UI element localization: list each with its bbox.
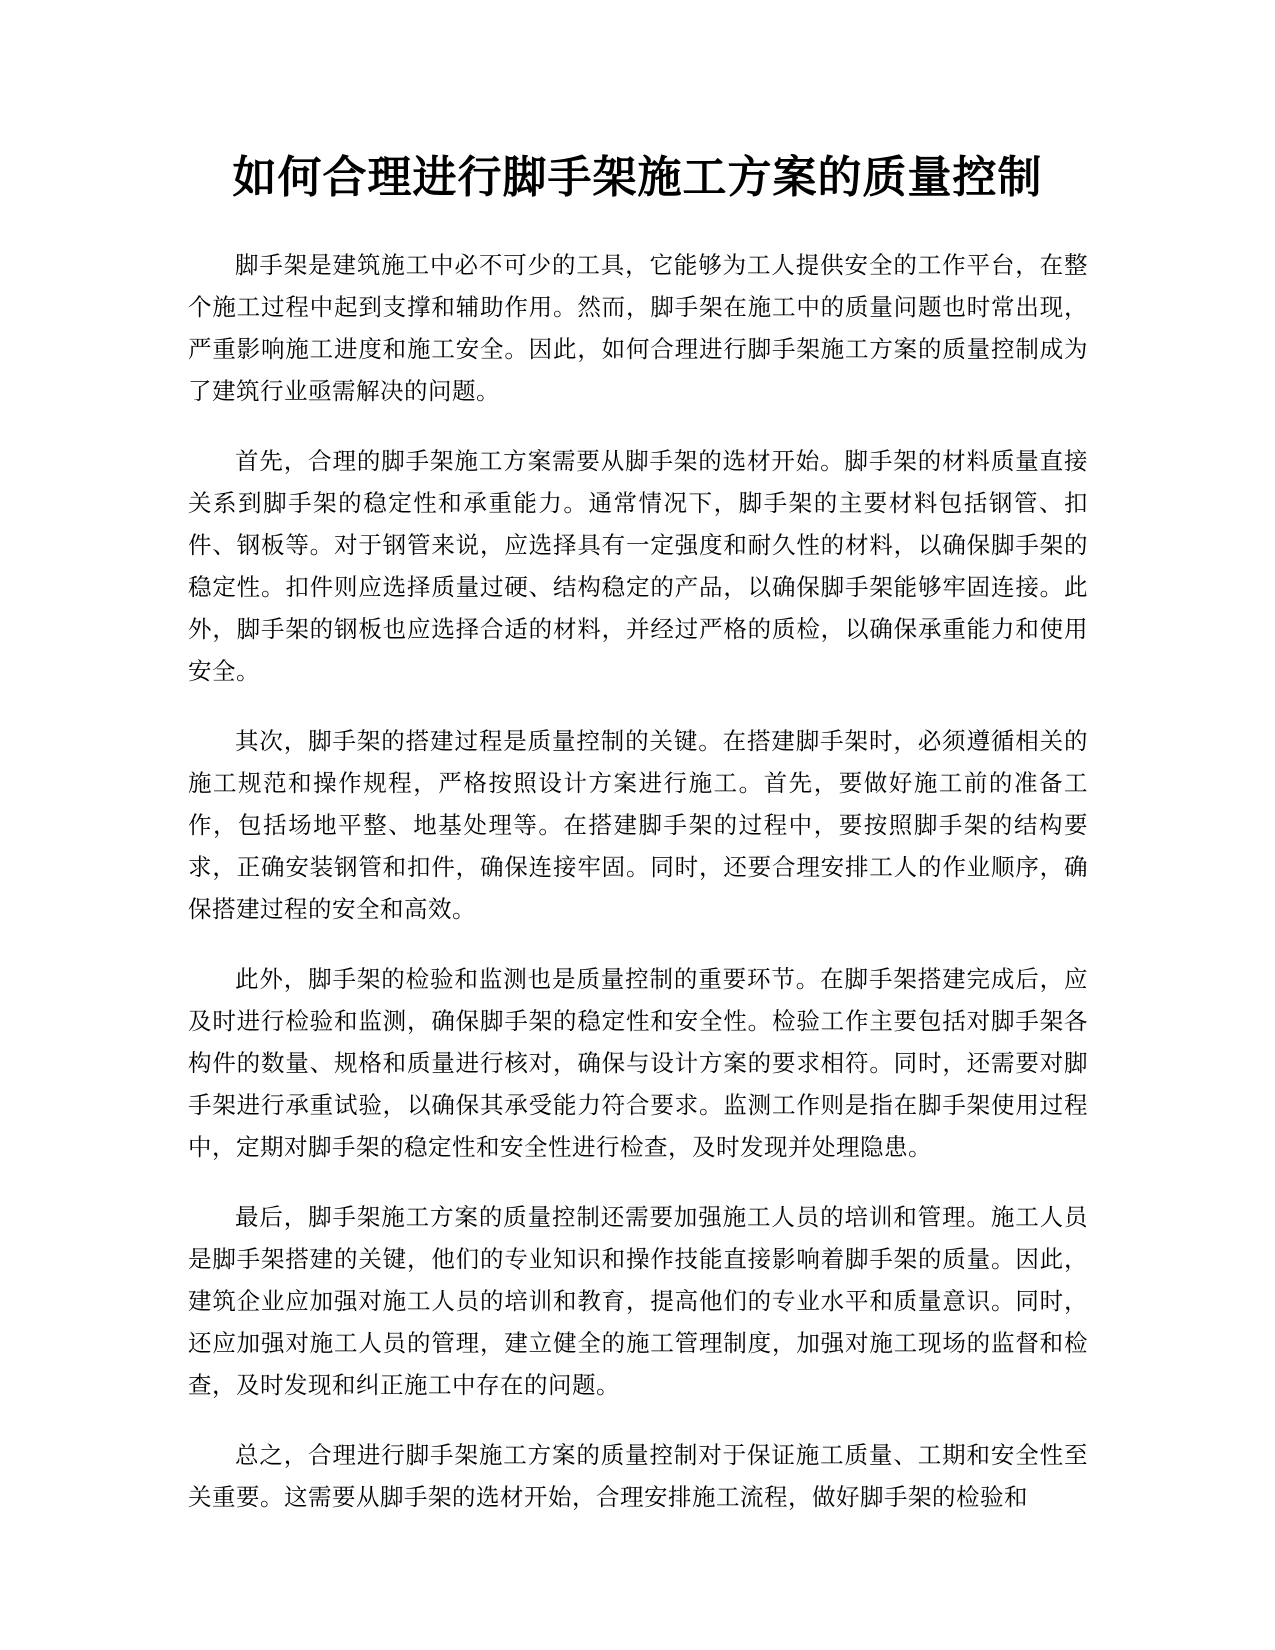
paragraph-1: 脚手架是建筑施工中必不可少的工具，它能够为工人提供安全的工作平台，在整个施工过程中起到支撑和辅助作用。然而，脚手架在施工中的质量问题也时常出现，严重影响施工进度和施工安全。因此，如何合理进行脚手架施工方案的质量控制成为了建筑行业亟需解决的问题。	[188, 251, 1088, 405]
page-title: 如何合理进行脚手架施工方案的质量控制	[232, 152, 1043, 203]
paragraph-5: 最后，脚手架施工方案的质量控制还需要加强施工人员的培训和管理。施工人员是脚手架搭建的关键，他们的专业知识和操作技能直接影响着脚手架的质量。因此，建筑企业应加强对施工人员的培训和教育，提高他们的专业水平和质量意识。同时，还应加强对施工人员的管理，建立健全的施工管理制度，加强对施工现场的监督和检查，及时发现和纠正施工中存在的问题。	[188, 1203, 1088, 1399]
document-body	[188, 244, 1088, 1546]
paragraph-6: 总之，合理进行脚手架施工方案的质量控制对于保证施工质量、工期和安全性至关重要。这需要从脚手架的选材开始，合理安排施工流程，做好脚手架的检验和	[188, 1441, 1088, 1511]
paragraph-3: 其次，脚手架的搭建过程是质量控制的关键。在搭建脚手架时，必须遵循相关的施工规范和操作规程，严格按照设计方案进行施工。首先，要做好施工前的准备工作，包括场地平整、地基处理等。在搭建脚手架的过程中，要按照脚手架的结构要求，正确安装钢管和扣件，确保连接牢固。同时，还要合理安排工人的作业顺序，确保搭建过程的安全和高效。	[188, 727, 1088, 923]
paragraph-4: 此外，脚手架的检验和监测也是质量控制的重要环节。在脚手架搭建完成后，应及时进行检验和监测，确保脚手架的稳定性和安全性。检验工作主要包括对脚手架各构件的数量、规格和质量进行核对，确保与设计方案的要求相符。同时，还需要对脚手架进行承重试验，以确保其承受能力符合要求。监测工作则是指在脚手架使用过程中，定期对脚手架的稳定性和安全性进行检查，及时发现并处理隐患。	[188, 965, 1088, 1161]
paragraph-2: 首先，合理的脚手架施工方案需要从脚手架的选材开始。脚手架的材料质量直接关系到脚手架的稳定性和承重能力。通常情况下，脚手架的主要材料包括钢管、扣件、钢板等。对于钢管来说，应选择具有一定强度和耐久性的材料，以确保脚手架的稳定性。扣件则应选择质量过硬、结构稳定的产品，以确保脚手架能够牢固连接。此外，脚手架的钢板也应选择合适的材料，并经过严格的质检，以确保承重能力和使用安全。	[188, 447, 1088, 685]
